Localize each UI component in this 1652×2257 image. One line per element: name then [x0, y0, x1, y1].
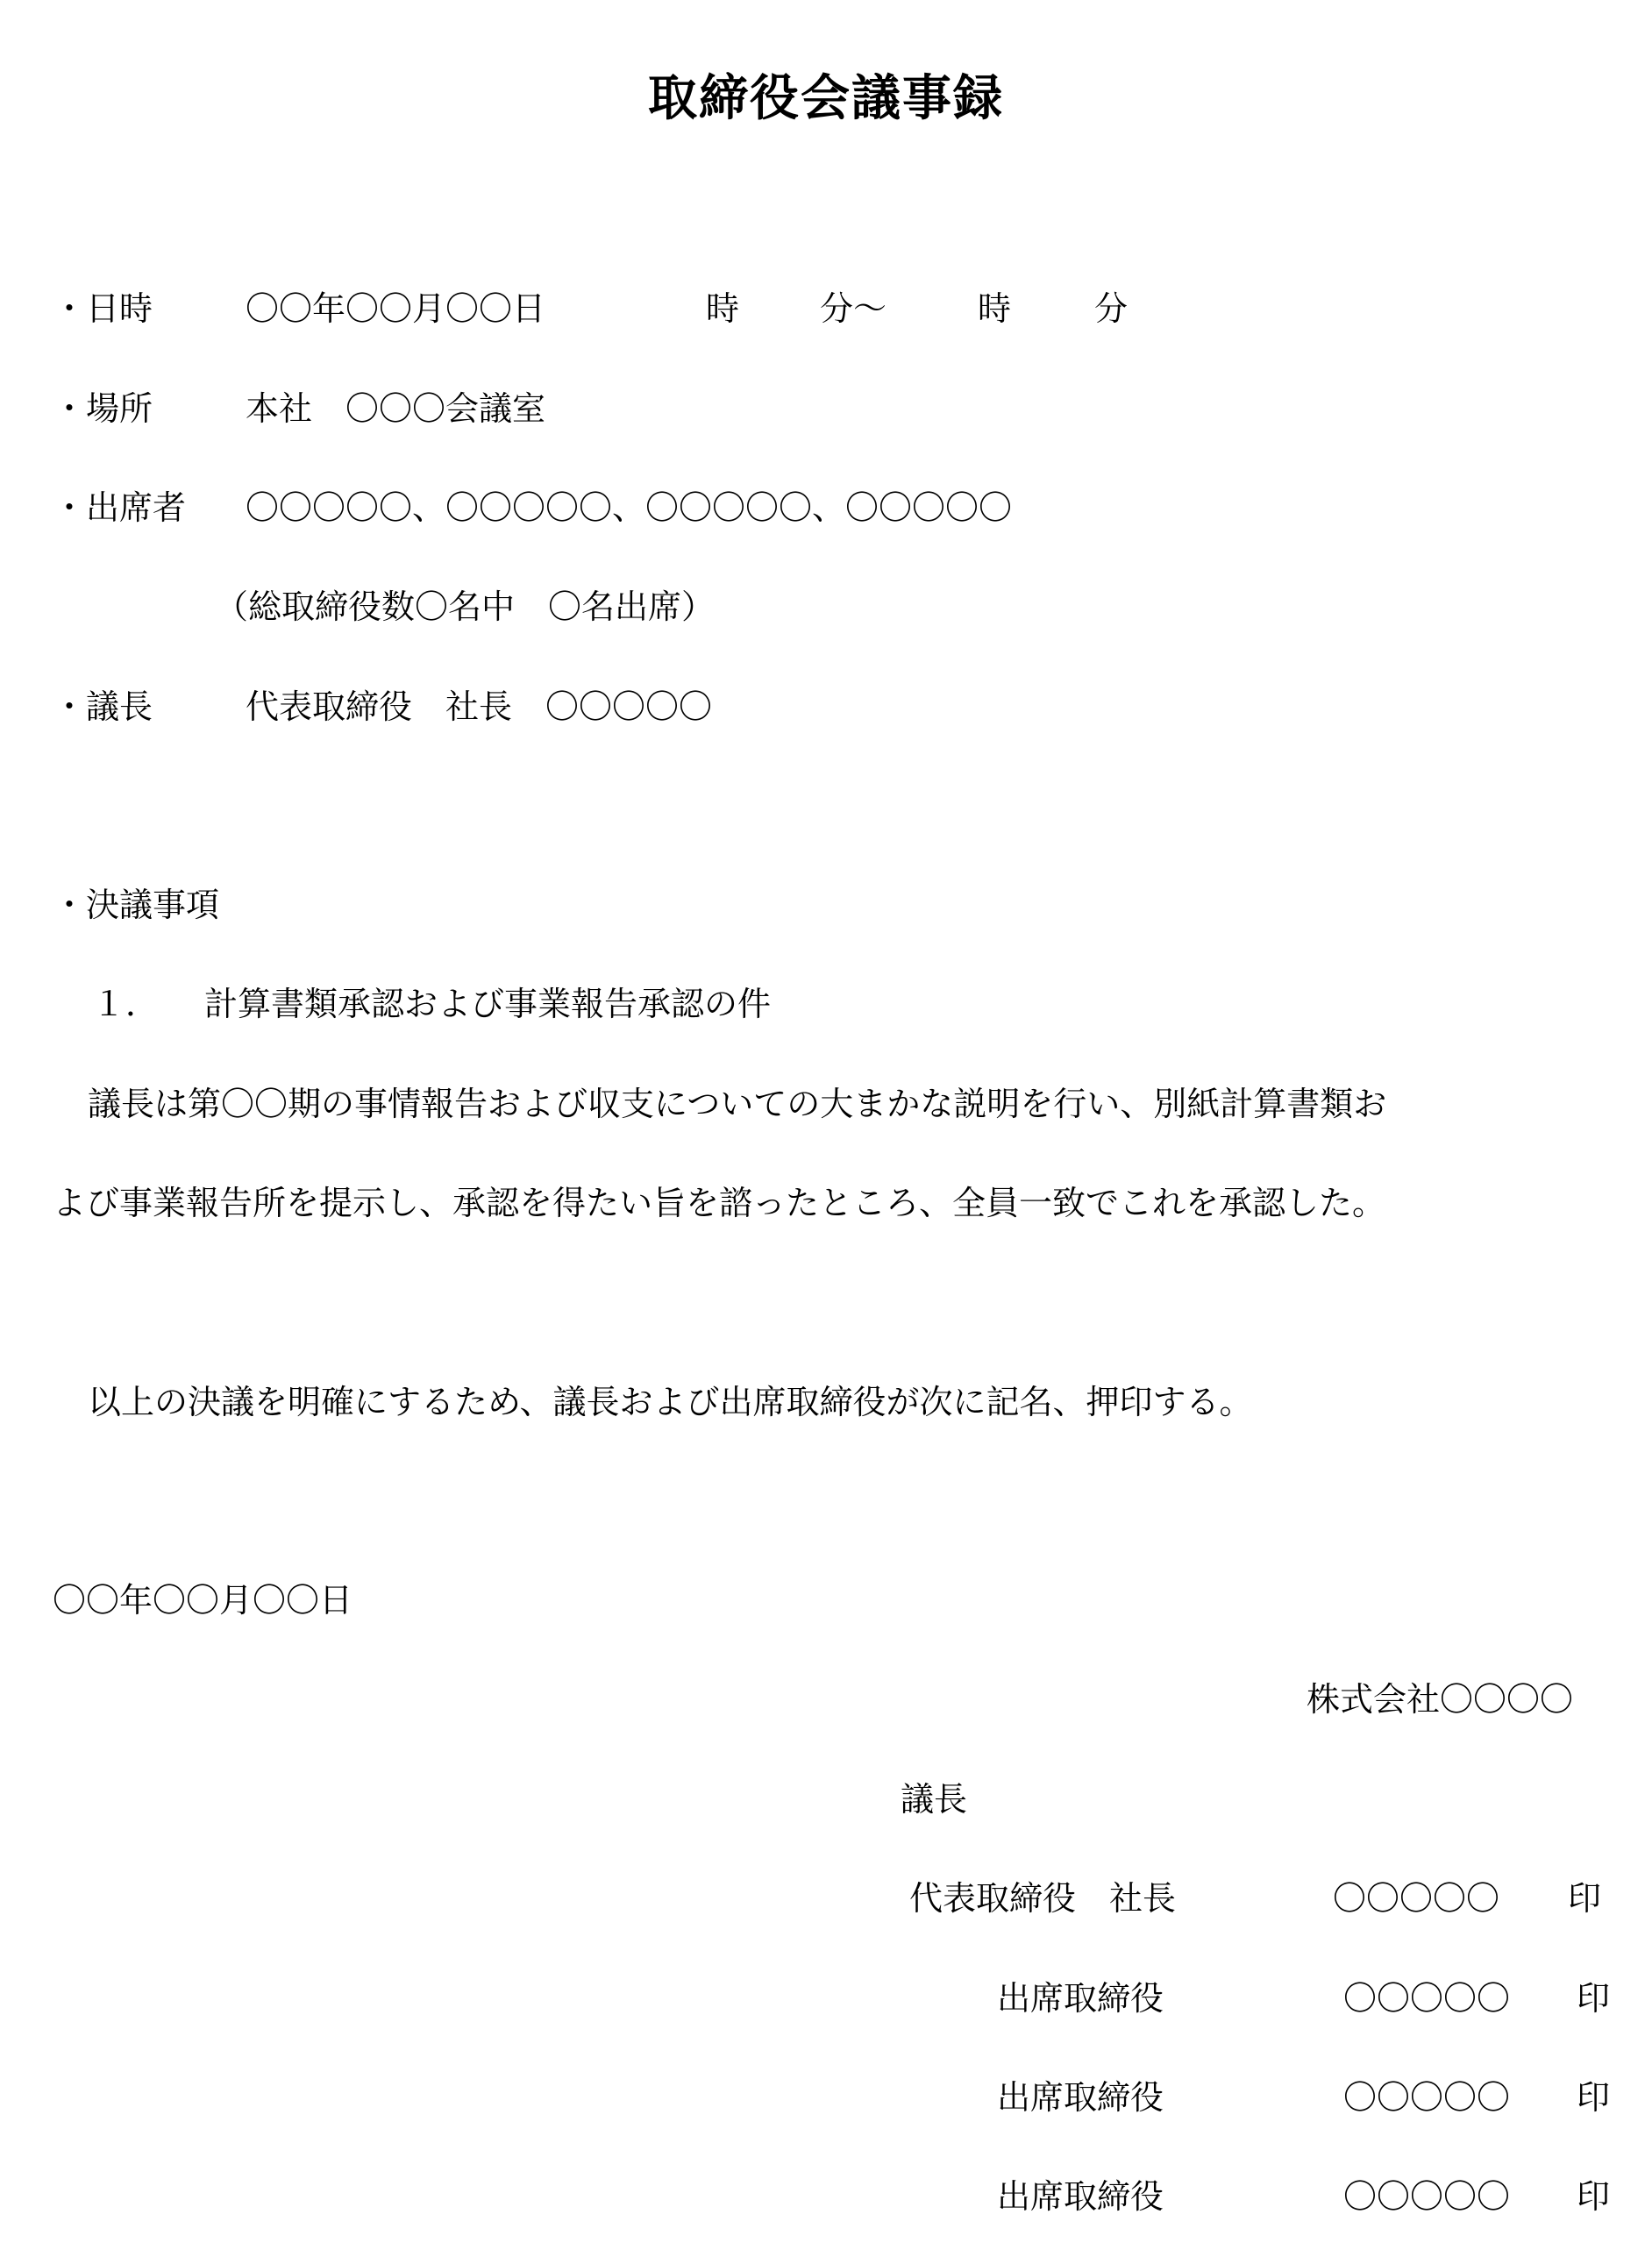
resolution-body-line1: 議長は第〇〇期の事情報告および収支についての大まかな説明を行い、別紙計算書類お: [88, 1085, 1387, 1123]
signature-date: 〇〇年〇〇月〇〇日: [53, 1581, 353, 1620]
place-value: 本社 〇〇〇会議室: [246, 389, 546, 428]
resolutions-label: ・決議事項: [53, 886, 220, 924]
signature-row-role: 出席取締役: [997, 1979, 1164, 2018]
chair-value: 代表取締役 社長 〇〇〇〇〇: [246, 687, 713, 726]
place-label: ・場所: [53, 389, 153, 428]
datetime-minute-start: 分～: [820, 289, 887, 328]
attendees-note: （総取締役数〇名中 〇名出席）: [215, 587, 716, 626]
resolution-item-title: 計算書類承認および事業報告承認の件: [204, 985, 772, 1023]
document-title: 取締役会議事録: [648, 70, 1004, 127]
chair-label: ・議長: [53, 687, 153, 726]
signature-row-role: 出席取締役: [997, 2078, 1164, 2117]
company-name: 株式会社〇〇〇〇: [1307, 1680, 1574, 1719]
signature-row-name: 〇〇〇〇〇: [1343, 1979, 1511, 2018]
signature-chair-label: 議長: [901, 1780, 968, 1819]
signature-row-role: 代表取締役 社長: [909, 1879, 1177, 1918]
signature-row-name: 〇〇〇〇〇: [1333, 1879, 1500, 1918]
signature-row-name: 〇〇〇〇〇: [1343, 2177, 1511, 2216]
closing-statement: 以上の決議を明確にするため、議長および出席取締役が次に記名、押印する。: [88, 1383, 1253, 1421]
seal-mark: 印: [1577, 2177, 1611, 2216]
signature-row-role: 出席取締役: [997, 2177, 1164, 2216]
seal-mark: 印: [1577, 2078, 1611, 2117]
resolution-item-number: １．: [92, 985, 160, 1023]
seal-mark: 印: [1577, 1979, 1611, 2018]
attendees-label: ・出席者: [53, 488, 187, 527]
seal-mark: 印: [1568, 1879, 1602, 1918]
datetime-label: ・日時: [53, 289, 153, 328]
resolution-body-line2: よび事業報告所を提示し、承認を得たい旨を諮ったところ、全員一致でこれを承認した。: [53, 1184, 1386, 1222]
datetime-hour-end: 時: [978, 289, 1012, 328]
signature-row-name: 〇〇〇〇〇: [1343, 2078, 1511, 2117]
datetime-minute-end: 分: [1094, 289, 1129, 328]
attendees-value: 〇〇〇〇〇、〇〇〇〇〇、〇〇〇〇〇、〇〇〇〇〇: [246, 488, 1013, 527]
datetime-hour-start: 時: [706, 289, 740, 328]
datetime-date: 〇〇年〇〇月〇〇日: [246, 289, 546, 328]
